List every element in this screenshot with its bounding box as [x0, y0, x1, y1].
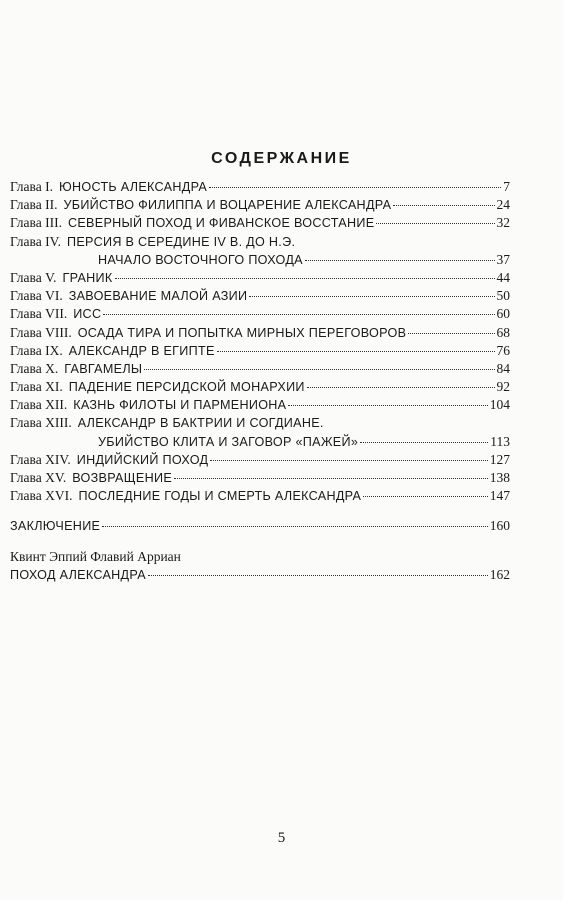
toc-entry-page: 37	[496, 251, 510, 267]
toc-entry-page: 24	[496, 197, 510, 213]
toc-entry-page: 138	[489, 470, 510, 485]
toc-entry-title: ЗАКЛЮЧЕНИЕ	[10, 519, 101, 534]
chapter-number: Глава IV.	[10, 233, 61, 249]
dot-leader	[209, 187, 501, 188]
chapter-title-continued: УБИЙСТВО КЛИТА И ЗАГОВОР «ПАЖЕЙ»	[98, 434, 359, 449]
chapter-number: Глава X.	[10, 360, 59, 376]
dot-leader	[148, 575, 488, 576]
dot-leader	[305, 260, 495, 261]
toc-entry	[10, 270, 510, 288]
toc-entry-page: 84	[496, 360, 510, 376]
toc-entry-label	[10, 288, 247, 304]
chapter-number: Глава XII.	[10, 397, 68, 413]
toc-entry	[10, 452, 510, 470]
toc-entry-page: 147	[489, 488, 510, 504]
toc-entry-page: 68	[496, 324, 510, 340]
chapter-number: Глава XV.	[10, 470, 67, 485]
dot-leader	[249, 296, 494, 297]
chapter-number: Глава I.	[10, 179, 53, 194]
dot-leader	[360, 442, 488, 443]
toc-entry-label	[10, 234, 295, 250]
toc-entry-page: 113	[490, 433, 510, 449]
chapter-title: АЛЕКСАНДР В ЕГИПТЕ	[68, 343, 215, 358]
page-number: 5	[277, 830, 286, 846]
toc-entry	[10, 488, 510, 506]
toc-entry	[10, 288, 510, 306]
chapter-title: ОСАДА ТИРА И ПОПЫТКА МИРНЫХ ПЕРЕГОВОРОВ	[77, 325, 407, 340]
toc-entry-page: 76	[496, 342, 510, 358]
toc-entry-page: 7	[503, 179, 510, 194]
toc-entry-label	[10, 361, 142, 377]
dot-leader	[217, 351, 495, 352]
chapter-title: АЛЕКСАНДР В БАКТРИИ И СОГДИАНЕ.	[77, 416, 324, 431]
dot-leader	[174, 478, 488, 479]
chapter-title: ПЕРСИЯ В СЕРЕДИНЕ IV В. ДО Н.Э.	[66, 234, 296, 249]
toc-entry	[10, 179, 510, 197]
chapter-number: Глава V.	[10, 269, 57, 285]
toc-entry-label	[10, 270, 113, 286]
chapter-title: ВОЗВРАЩЕНИЕ	[72, 471, 173, 485]
chapter-title: ЮНОСТЬ АЛЕКСАНДРА	[58, 180, 208, 194]
chapter-title: ПАДЕНИЕ ПЕРСИДСКОЙ МОНАРХИИ	[68, 380, 305, 395]
dot-leader	[102, 526, 487, 527]
toc-entry-label	[10, 397, 286, 413]
toc-entry-page: 50	[496, 288, 510, 304]
toc-entry-continuation	[10, 434, 510, 452]
toc-entry-label	[10, 470, 172, 486]
toc-entry-label	[10, 415, 324, 431]
dot-leader	[103, 314, 494, 315]
chapter-title: ПОСЛЕДНИЕ ГОДЫ И СМЕРТЬ АЛЕКСАНДРА	[78, 489, 362, 504]
chapter-title: СЕВЕРНЫЙ ПОХОД И ФИВАНСКОЕ ВОССТАНИЕ	[67, 216, 375, 231]
toc-entry-label	[10, 343, 215, 359]
dot-leader	[288, 405, 487, 406]
toc-entry-label	[10, 179, 207, 195]
dot-leader	[144, 369, 494, 370]
chapter-number: Глава IX.	[10, 342, 63, 358]
chapter-title: ГРАНИК	[62, 270, 113, 285]
toc-entry-title: ПОХОД АЛЕКСАНДРА	[10, 567, 146, 582]
chapter-number: Глава VII.	[10, 306, 68, 322]
toc-entry-page: 160	[489, 518, 510, 534]
toc-entry-page: 60	[496, 306, 510, 322]
chapter-title: ЗАВОЕВАНИЕ МАЛОЙ АЗИИ	[68, 289, 248, 304]
toc-entry	[10, 234, 510, 252]
dot-leader	[363, 496, 488, 497]
toc-entry-page: 92	[496, 379, 510, 395]
toc-entry-label	[10, 197, 391, 213]
dot-leader	[210, 460, 487, 461]
toc-entry-conclusion	[10, 518, 510, 536]
toc-entry-label	[10, 215, 374, 231]
toc-entry	[10, 397, 510, 415]
chapter-number: Глава VI.	[10, 288, 63, 304]
toc-entry-page: 127	[489, 451, 510, 467]
toc-entry-label	[10, 379, 305, 395]
toc-entry	[10, 470, 510, 488]
chapter-number: Глава XI.	[10, 379, 63, 395]
toc-entry	[10, 379, 510, 397]
toc-entry	[10, 197, 510, 215]
toc-entry-label	[10, 488, 361, 504]
appendix-author: Квинт Эппий Флавий Арриан	[10, 548, 181, 564]
toc-entry-page: 162	[489, 566, 510, 582]
toc-entry-page: 32	[496, 215, 510, 231]
chapter-title: УБИЙСТВО ФИЛИППА И ВОЦАРЕНИЕ АЛЕКСАНДРА	[63, 198, 392, 213]
chapter-title: ИНДИЙСКИЙ ПОХОД	[76, 452, 209, 467]
toc-entry-label	[10, 306, 101, 322]
toc-entry	[10, 215, 510, 233]
chapter-number: Глава XVI.	[10, 488, 73, 504]
toc-entries	[10, 179, 510, 506]
chapter-number: Глава II.	[10, 197, 58, 213]
chapter-title: ГАВГАМЕЛЫ	[64, 361, 143, 376]
chapter-number: Глава XIV.	[10, 451, 71, 467]
dot-leader	[376, 223, 494, 224]
toc-entry	[10, 415, 510, 433]
toc-entry-appendix	[10, 567, 510, 585]
toc-entry	[10, 361, 510, 379]
chapter-number: Глава III.	[10, 215, 62, 231]
toc-entry-continuation	[10, 252, 510, 270]
dot-leader	[408, 333, 494, 334]
table-of-contents	[10, 179, 510, 585]
toc-entry-page: 104	[489, 397, 510, 413]
chapter-title-continued: НАЧАЛО ВОСТОЧНОГО ПОХОДА	[98, 252, 303, 267]
chapter-title: ИСС	[73, 307, 102, 322]
toc-entry	[10, 306, 510, 324]
chapter-number: Глава XIII.	[10, 415, 72, 431]
chapter-title: КАЗНЬ ФИЛОТЫ И ПАРМЕНИОНА	[73, 398, 287, 413]
chapter-number: Глава VIII.	[10, 324, 72, 340]
dot-leader	[115, 278, 495, 279]
toc-heading: СОДЕРЖАНИЕ	[211, 150, 352, 167]
dot-leader	[307, 387, 495, 388]
toc-entry	[10, 343, 510, 361]
dot-leader	[393, 205, 494, 206]
toc-entry-page: 44	[496, 269, 510, 285]
toc-entry	[10, 325, 510, 343]
toc-entry-label	[10, 452, 208, 468]
toc-entry-label	[10, 325, 406, 341]
